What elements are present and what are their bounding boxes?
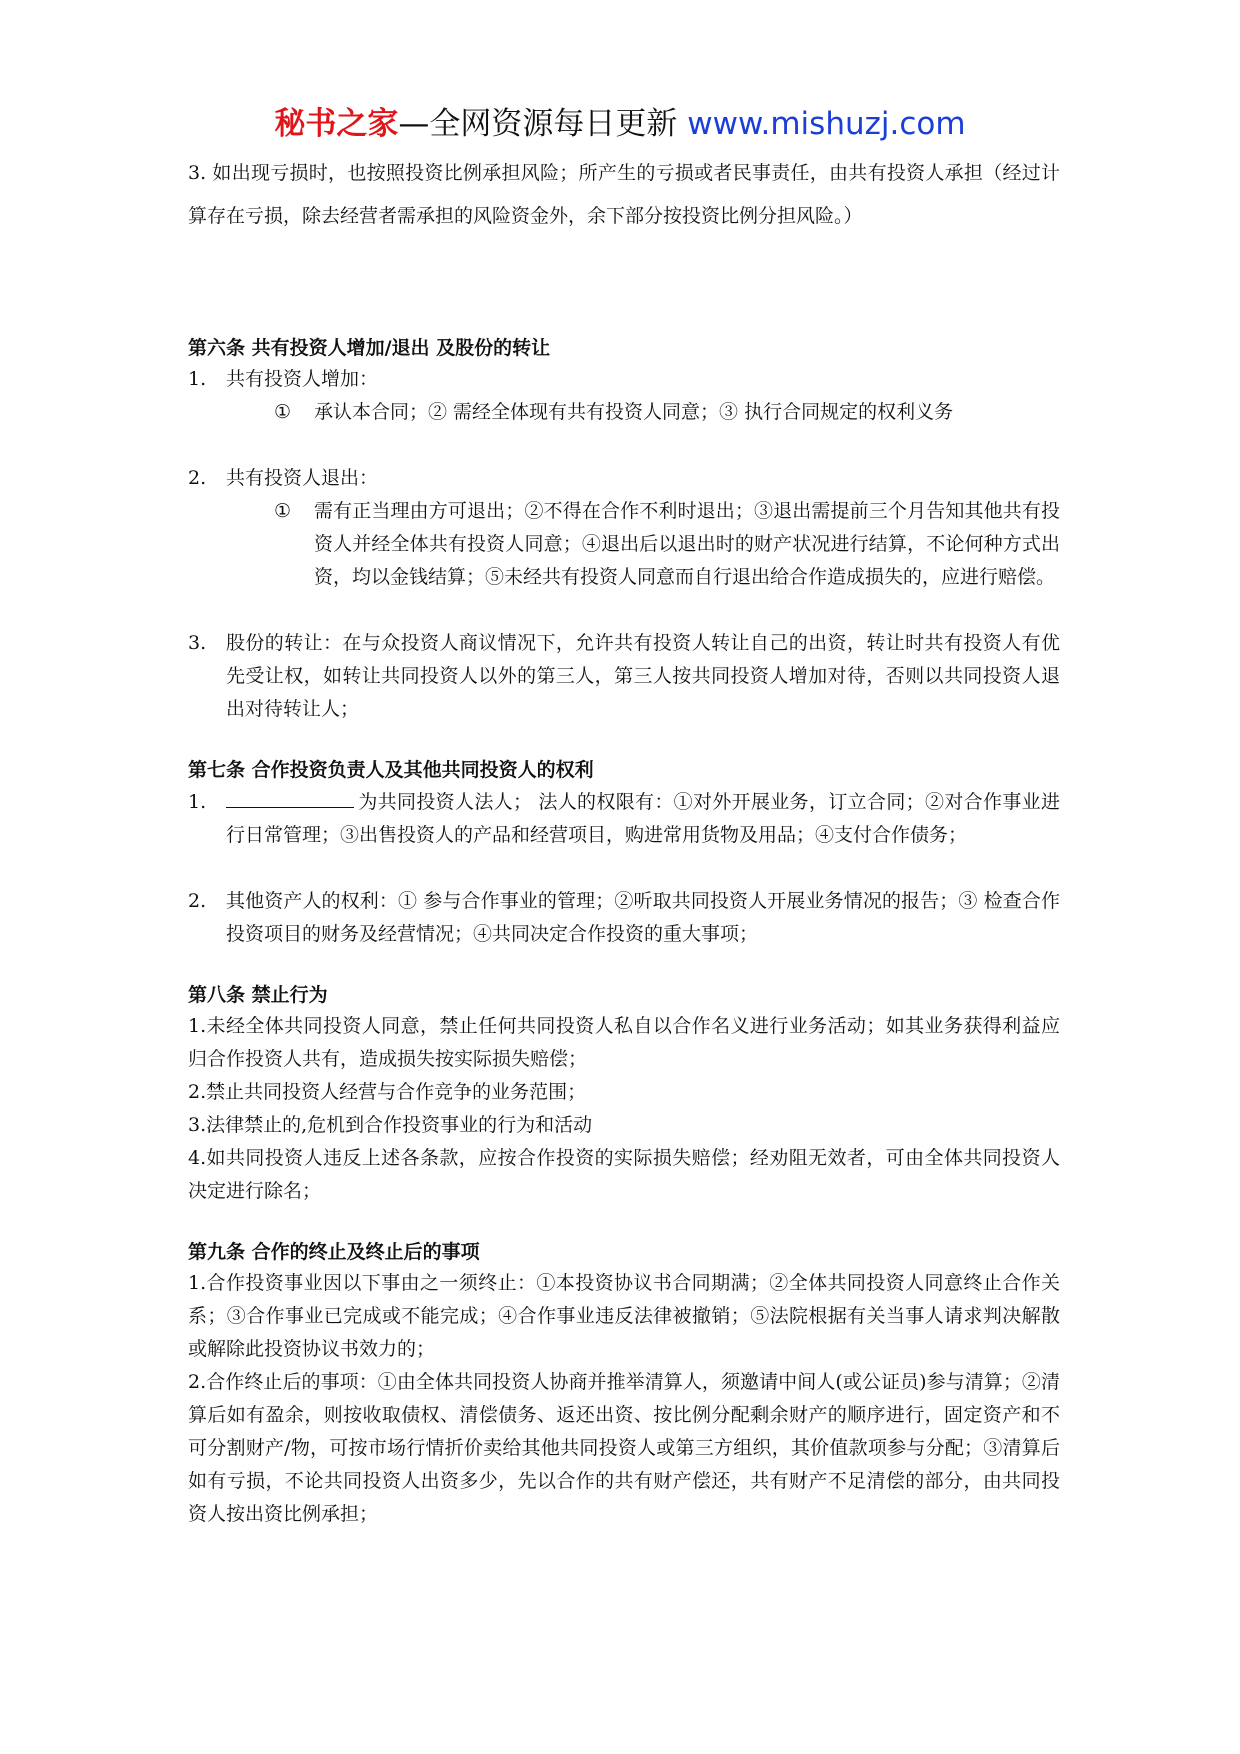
item-number: 1. [188, 368, 207, 390]
article-8-title: 第八条 禁止行为 [188, 984, 328, 1006]
item-text: 为共同投资人法人； 法人的权限有：①对外开展业务，订立合同；②对合作事业进行日常管理；③出售投资人的产品和经营项目，购进常用货物及用品；④支付合作债务； [226, 791, 1060, 846]
item-number: 2. [188, 467, 207, 489]
item-text: 共有投资人退出： [226, 467, 379, 489]
article-7-item-2 [188, 885, 1060, 951]
item-number: 3. [188, 632, 207, 654]
article-6-item-1 [188, 363, 1060, 396]
article-8-paragraph-2: 2.禁止共同投资人经营与合作竞争的业务范围； [188, 1081, 587, 1103]
site-url[interactable]: www.mishuzj.com [687, 106, 966, 142]
site-header [0, 104, 1240, 144]
item-number: 1. [188, 791, 207, 813]
item-number: 2. [188, 890, 207, 912]
blank-name-field[interactable] [226, 787, 354, 808]
sub-number: ① [274, 401, 292, 423]
item-text: 其他资产人的权利：① 参与合作事业的管理；②听取共同投资人开展业务情况的报告；③ 检查合作投资项目的财务及经营情况；④共同决定合作投资的重大事项； [226, 890, 1060, 945]
item-text: 共有投资人增加： [226, 368, 379, 390]
article-6-title: 第六条 共有投资人增加/退出 及股份的转让 [188, 337, 551, 359]
article-8-paragraph-3: 3.法律禁止的,危机到合作投资事业的行为和活动 [188, 1114, 593, 1136]
article-6-item-2 [188, 462, 1060, 495]
item-text: 股份的转让：在与众投资人商议情况下，允许共有投资人转让自己的出资，转让时共有投资人有优先受让权，如转让共同投资人以外的第三人，第三人按共同投资人增加对待，否则以共同投资人退出对待转让人； [226, 632, 1060, 720]
article-8-paragraph-4: 4.如共同投资人违反上述各条款，应按合作投资的实际损失赔偿；经劝阻无效者，可由全体共同投资人决定进行除名； [188, 1147, 1060, 1202]
sub-text: 需有正当理由方可退出；②不得在合作不利时退出；③退出需提前三个月告知其他共有投资人并经全体共有投资人同意；④退出后以退出时的财产状况进行结算，不论何种方式出资，均以金钱结算；⑤未经共有投资人同意而自行退出给合作造成损失的，应进行赔偿。 [314, 500, 1060, 588]
article-7-item-1 [188, 786, 1060, 852]
site-brand: 秘书之家 [274, 106, 399, 142]
article-6-item-1-sub [274, 396, 1060, 429]
article-6-item-3 [188, 627, 1060, 726]
article-9-paragraph-2: 2.合作终止后的事项：①由全体共同投资人协商并推举清算人，须邀请中间人(或公证员)参与清算；②清算后如有盈余，则按收取债权、清偿债务、返还出资、按比例分配剩余财产的顺序进行，固定资产和不可分割财产/物，可按市场行情折价卖给其他共同投资人或第三方组织，其价值款项参与分配；③清算后如有亏损，不论共同投资人出资多少，先以合作的共有财产偿还，共有财产不足清偿的部分，由共同投资人按出资比例承担； [188, 1371, 1060, 1525]
sub-text: 承认本合同；② 需经全体现有共有投资人同意；③ 执行合同规定的权利义务 [314, 401, 954, 423]
article-6-item-2-sub [274, 495, 1060, 594]
sub-number: ① [274, 500, 292, 522]
article-9-paragraph-1: 1.合作投资事业因以下事由之一须终止：①本投资协议书合同期满；②全体共同投资人同意终止合作关系；③合作事业已完成或不能完成；④合作事业违反法律被撤销；⑤法院根据有关当事人请求判决解散或解除此投资协议书效力的； [188, 1272, 1060, 1360]
article-7-title: 第七条 合作投资负责人及其他共同投资人的权利 [188, 759, 594, 781]
article-9-title: 第九条 合作的终止及终止后的事项 [188, 1241, 480, 1263]
article-8-paragraph-1: 1.未经全体共同投资人同意，禁止任何共同投资人私自以合作名义进行业务活动；如其业务获得利益应归合作投资人共有，造成损失按实际损失赔偿； [188, 1015, 1060, 1070]
intro-paragraph: 3. 如出现亏损时，也按照投资比例承担风险；所产生的亏损或者民事责任，由共有投资人承担（经过计算存在亏损，除去经营者需承担的风险资金外，余下部分按投资比例分担风险。） [188, 162, 1060, 227]
site-slogan: —全网资源每日更新 [398, 106, 688, 142]
